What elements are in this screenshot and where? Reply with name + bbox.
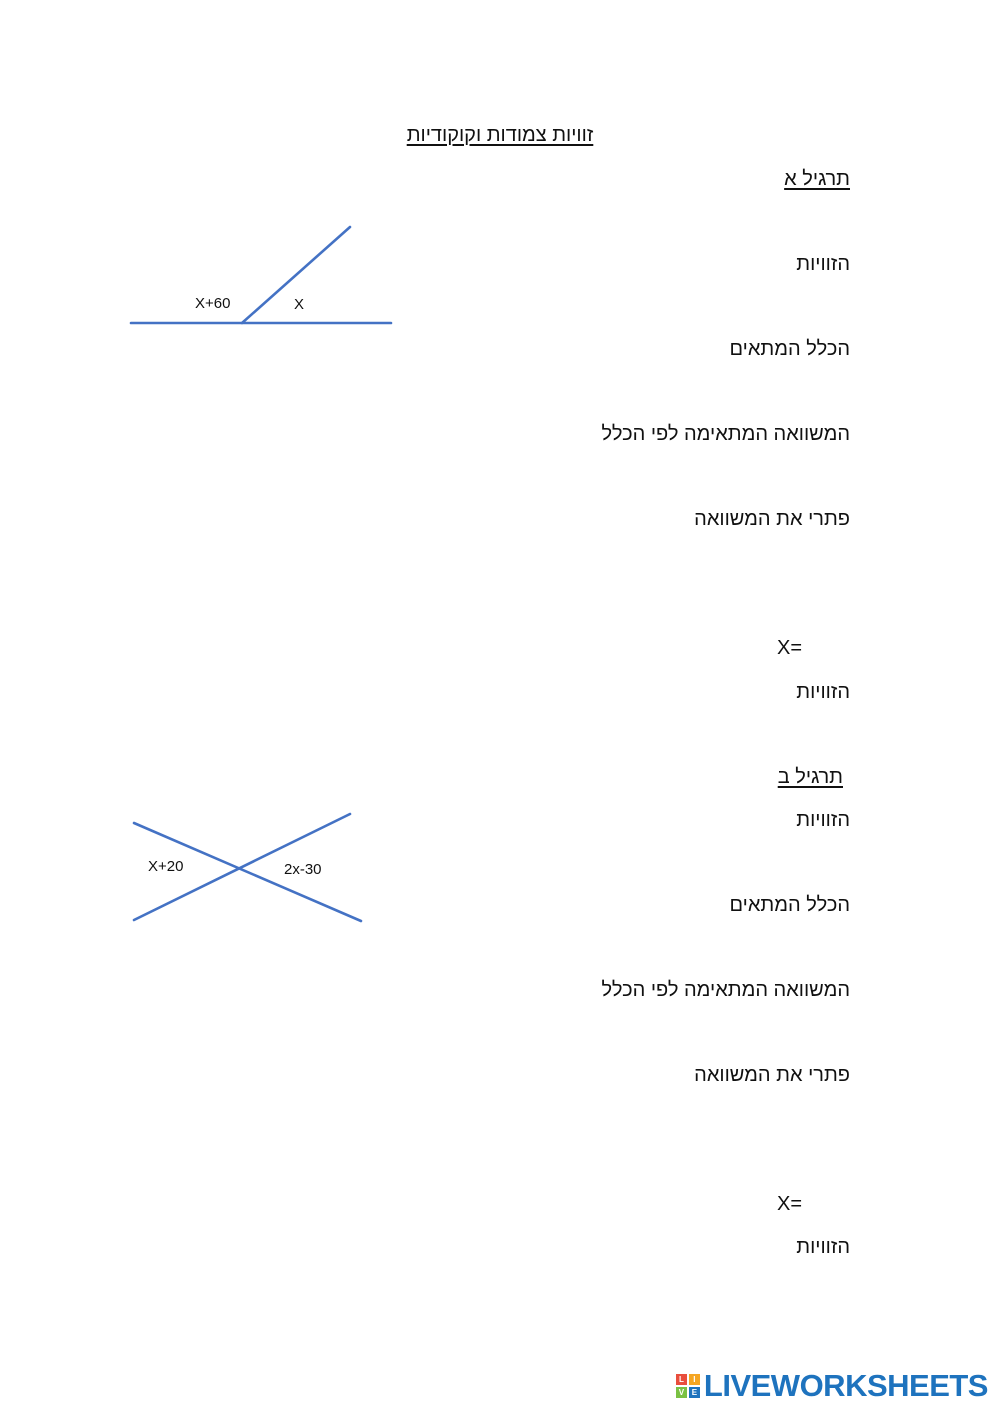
- exercise-b-x-equals: X=: [777, 1193, 803, 1215]
- logo-letter: V: [676, 1387, 687, 1398]
- exercise-b-solve-label: פתרי את המשוואה: [694, 1064, 850, 1086]
- exercise-a-equation-label: המשוואה המתאימה לפי הכלל: [601, 423, 850, 445]
- angle-label-right: X: [294, 296, 305, 313]
- liveworksheets-logo-icon: [676, 1374, 700, 1398]
- exercise-a-angles-label-2: הזוויות: [796, 681, 850, 703]
- exercise-a-heading: תרגיל א: [784, 168, 850, 190]
- angle-label-right: 2x-30: [284, 861, 322, 878]
- exercise-a-solve-label: פתרי את המשוואה: [694, 508, 850, 530]
- exercise-b-angles-label-2: הזוויות: [796, 1236, 850, 1258]
- angle-label-left: X+20: [148, 858, 184, 875]
- exercise-a-rule-label: הכלל המתאים: [729, 338, 850, 360]
- page-title: זוויות צמודות וקוקודיות: [406, 124, 594, 146]
- exercise-b-equation-label: המשוואה המתאימה לפי הכלל: [601, 979, 850, 1001]
- logo-letter: I: [689, 1374, 700, 1385]
- exercise-a-x-equals: X=: [777, 637, 803, 659]
- brand-name: LIVEWORKSHEETS: [703, 1368, 988, 1403]
- liveworksheets-brand: [676, 1366, 988, 1406]
- exercise-b-heading: תרגיל ב: [777, 766, 843, 788]
- exercise-a-angles-label: הזוויות: [796, 253, 850, 275]
- exercise-b-rule-label: הכלל המתאים: [729, 894, 850, 916]
- exercise-b-angles-label: הזוויות: [796, 809, 850, 831]
- logo-letter: E: [689, 1387, 700, 1398]
- logo-letter: L: [676, 1374, 687, 1385]
- angle-label-left: X+60: [195, 295, 231, 312]
